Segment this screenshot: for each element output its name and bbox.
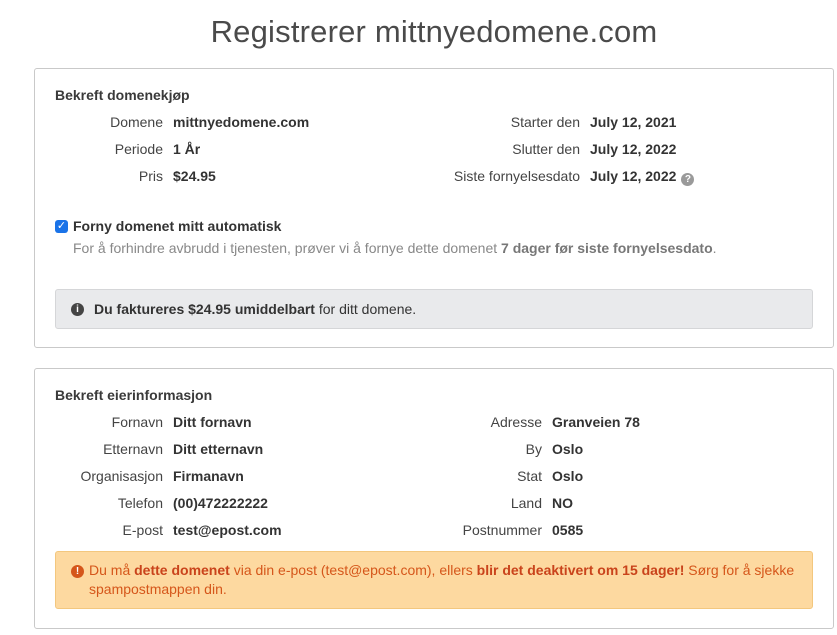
label-end: Slutter den [512, 141, 580, 157]
value-organization: Firmanavn [173, 468, 244, 484]
page-title: Registrerer mittnyedomene.com [210, 14, 658, 49]
owner-row-state [35, 467, 835, 485]
warning-bold-2: blir det deaktivert om 15 dager! [476, 562, 685, 578]
label-organization: Organisasjon [80, 468, 163, 484]
question-circle-icon[interactable]: ? [681, 173, 694, 186]
help-text-bold: 7 dager før siste fornyelsesdato [501, 240, 713, 256]
label-domain: Domene [110, 114, 163, 130]
owner-row-country [35, 494, 835, 512]
value-city: Oslo [552, 441, 584, 457]
detail-row-last-renewal [35, 167, 835, 185]
help-text-suffix: . [712, 240, 717, 256]
value-email: test@epost.com [173, 522, 282, 538]
value-postcode: 0585 [552, 522, 584, 538]
value-last-renewal-text: July 12, 2022 [590, 168, 677, 184]
exclamation-circle-icon: ! [71, 565, 84, 578]
label-last-renewal: Siste fornyelsesdato [453, 168, 580, 184]
label-postcode: Postnummer [462, 522, 542, 538]
card-title-purchase: Bekreft domenekjøp [55, 87, 190, 103]
domain-purchase-card [34, 68, 834, 348]
value-start: July 12, 2021 [590, 114, 677, 130]
value-country: NO [552, 495, 573, 511]
owner-info-card [34, 368, 834, 629]
value-period: 1 År [173, 141, 201, 157]
card-title-owner: Bekreft eierinformasjon [55, 387, 213, 403]
label-firstname: Fornavn [111, 414, 163, 430]
value-state: Oslo [552, 468, 584, 484]
value-end: July 12, 2022 [590, 141, 677, 157]
label-period: Periode [114, 141, 163, 157]
warning-bold-1: dette domenet [134, 562, 230, 578]
billing-info-alert [55, 289, 813, 329]
value-domain: mittnyedomene.com [173, 114, 310, 130]
value-address: Granveien 78 [552, 414, 640, 430]
warning-text-3: Sørg for å sjekke spampostmappen din. [89, 562, 795, 597]
label-price: Pris [138, 168, 163, 184]
value-last-renewal [590, 167, 694, 186]
value-phone: (00)472222222 [173, 495, 268, 511]
value-lastname: Ditt etternavn [173, 441, 264, 457]
warning-text-2: via din e-post (test@epost.com), ellers [229, 562, 477, 578]
owner-row-city [35, 440, 835, 458]
label-lastname: Etternavn [103, 441, 163, 457]
auto-renew-label[interactable]: Forny domenet mitt automatisk [73, 218, 282, 234]
verification-warning-alert [55, 551, 813, 609]
label-start: Starter den [510, 114, 580, 130]
billing-bold: Du faktureres $24.95 umiddelbart [94, 301, 315, 317]
help-text-prefix: For å forhindre avbrudd i tjenesten, prøver vi å fornye dette domenet [73, 240, 502, 256]
label-email: E-post [122, 522, 163, 538]
value-firstname: Ditt fornavn [173, 414, 252, 430]
label-phone: Telefon [117, 495, 163, 511]
value-price: $24.95 [173, 168, 216, 184]
label-state: Stat [517, 468, 542, 484]
label-city: By [525, 441, 542, 457]
detail-row-start [35, 113, 835, 131]
detail-row-end [35, 140, 835, 158]
owner-row-address [35, 413, 835, 431]
label-country: Land [510, 495, 542, 511]
auto-renew-checkbox[interactable]: ✓ [56, 220, 67, 232]
owner-row-postcode [35, 521, 835, 539]
warning-text-1: Du må [89, 562, 135, 578]
auto-renew-help-text [73, 240, 717, 256]
info-circle-icon: i [71, 303, 84, 316]
label-address: Adresse [490, 414, 542, 430]
billing-rest: for ditt domene. [314, 301, 417, 317]
